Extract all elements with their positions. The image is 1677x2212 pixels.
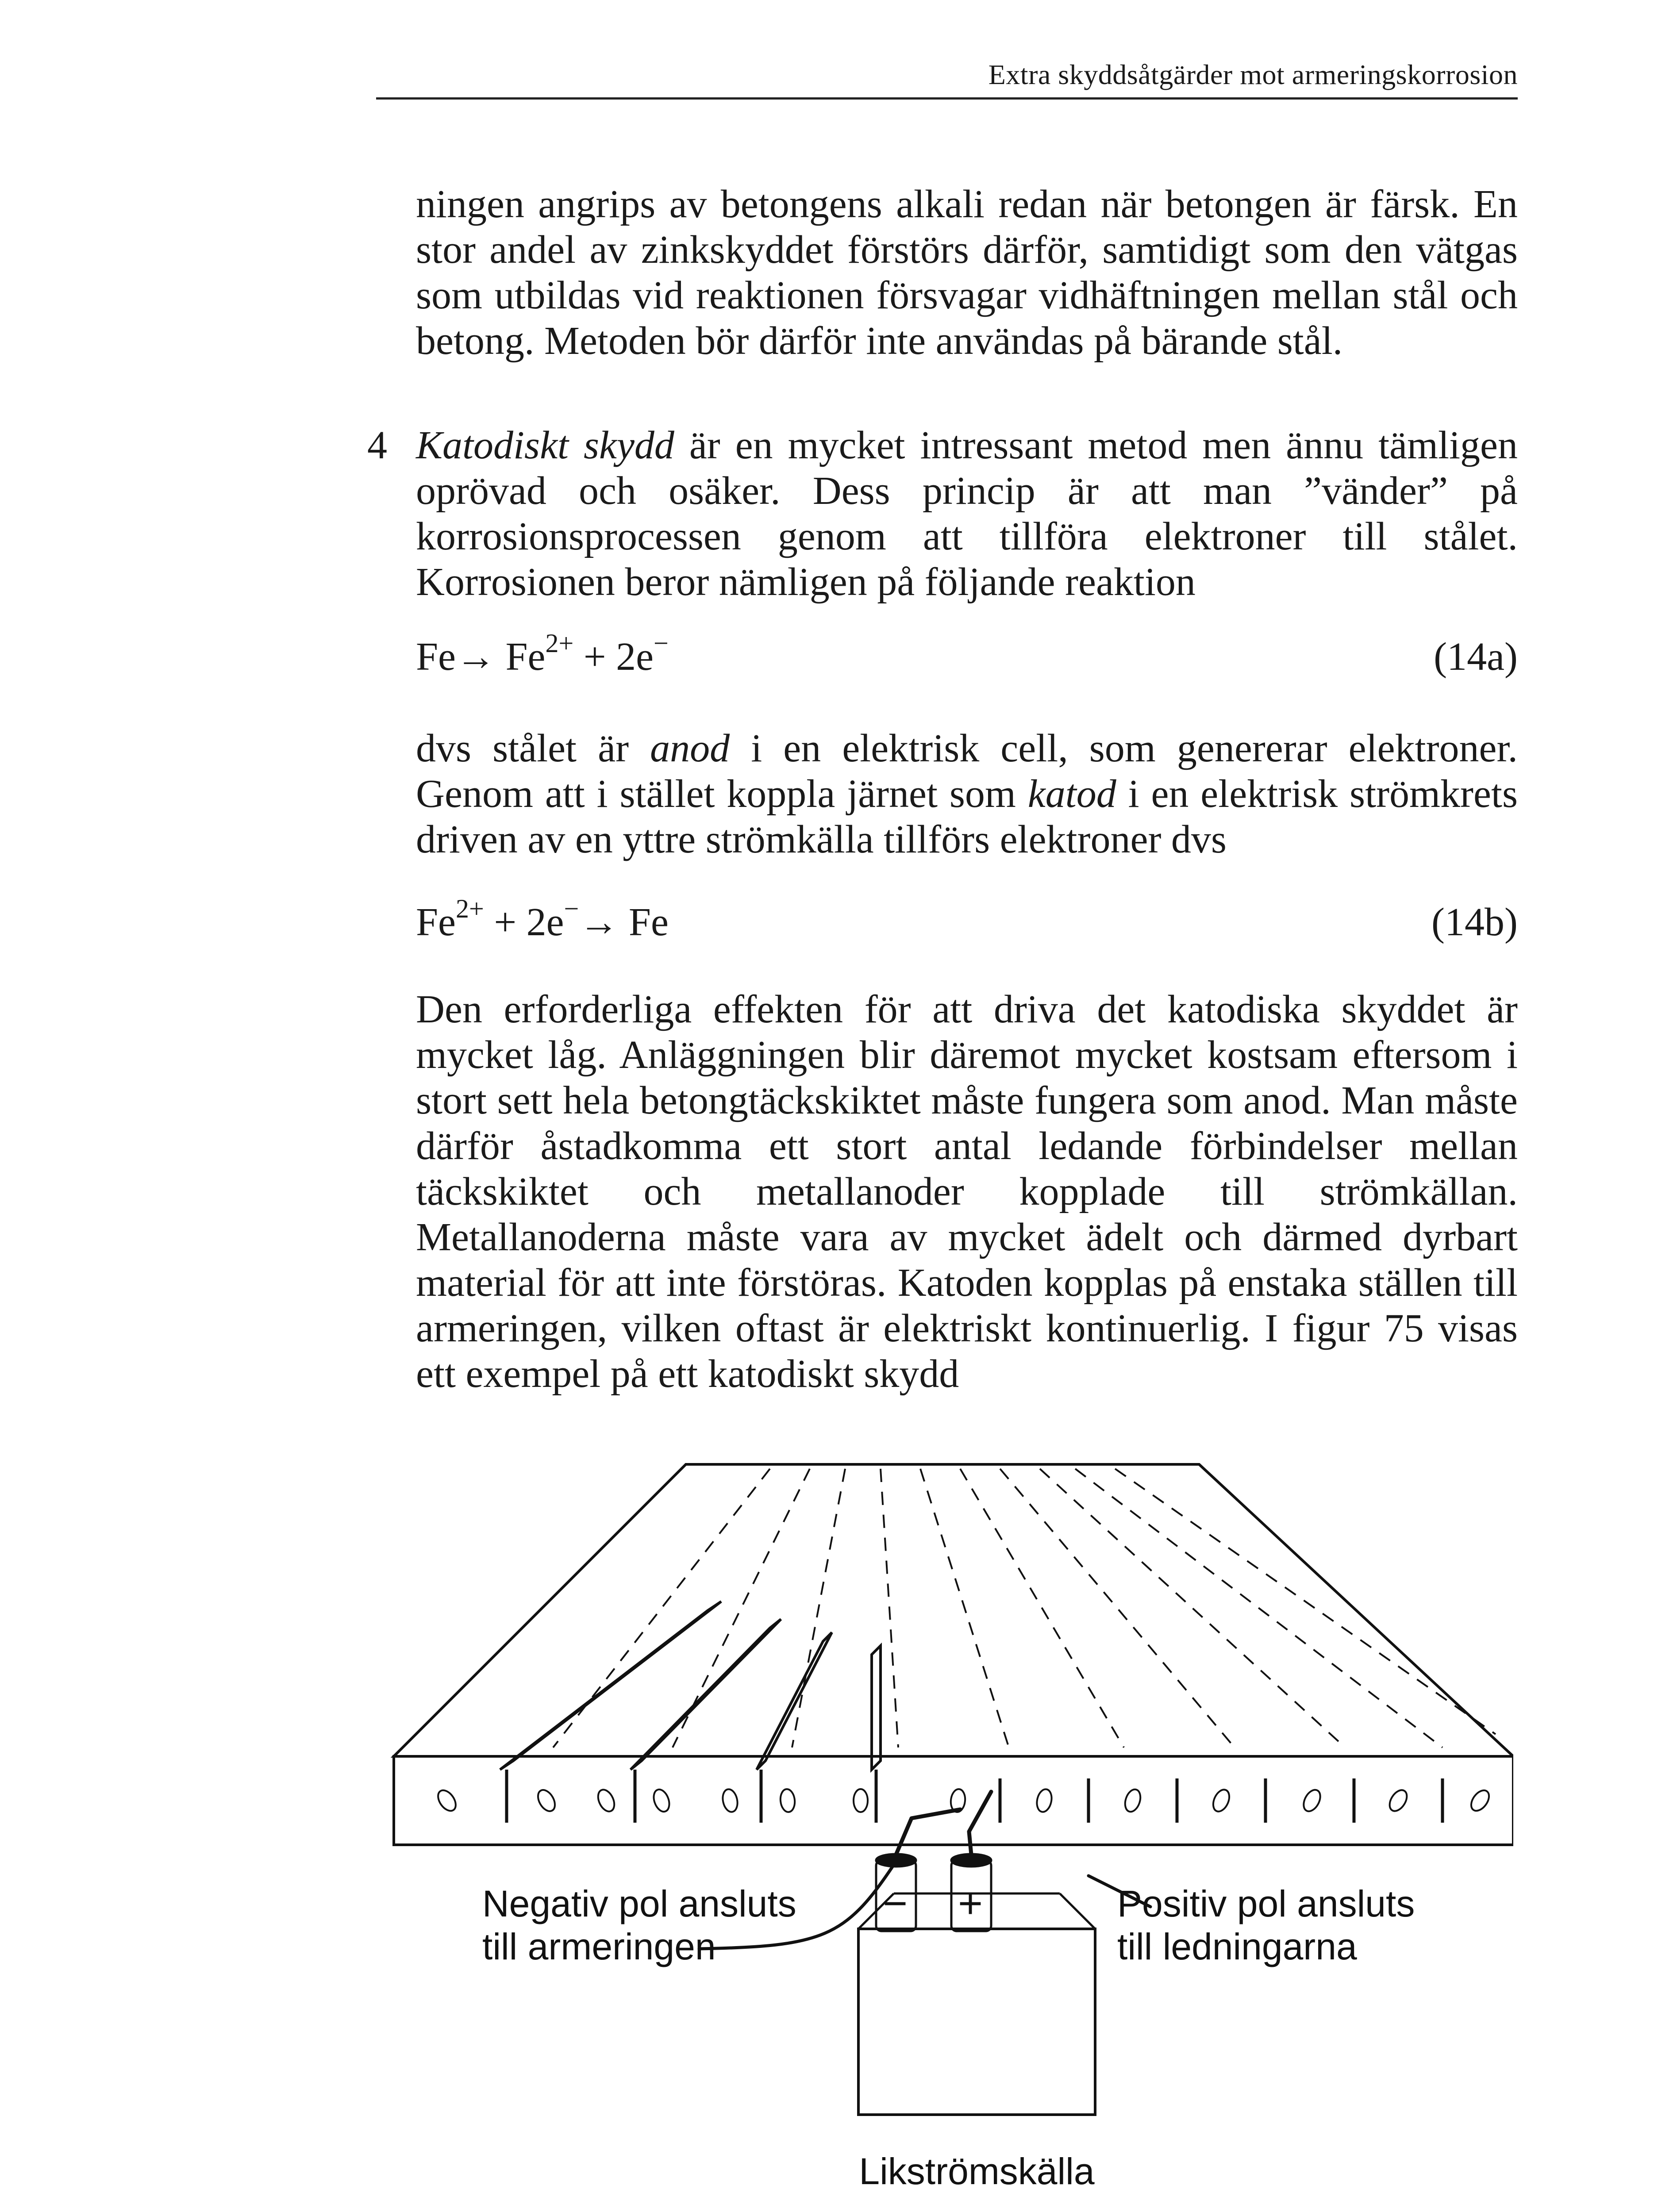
positive-pole-label-line1: Positiv pol ansluts <box>1117 1883 1415 1924</box>
negative-pole-label-line1: Negativ pol ansluts <box>482 1883 796 1924</box>
item4-text: är en mycket intressant metod men ännu tämligen oprövad och osäker. Dess princip är att man ”vänder” på korrosionsprocessen genom att tillföra elektroner till stålet. Korrosionen beror nämligen på följande reaktion <box>416 423 1518 604</box>
term-katodiskt-skydd: Katodiskt skydd <box>416 423 674 467</box>
anode-plates <box>507 1770 1442 1823</box>
anode-slots <box>500 1601 881 1770</box>
plus-sign: + <box>958 1880 983 1927</box>
paragraph-zinc: ningen angrips av betongens alkali redan när betongen är färsk. En stor andel av zinkskyddet förstörs därför, samtidigt som den vätgas som utbildas vid reaktionen försvagar vidhäftningen mellan stål och betong. Metoden bör därför inte användas på bärande stål. <box>416 182 1518 363</box>
list-number-4: 4 <box>367 423 387 467</box>
term-katod: katod <box>1027 772 1116 816</box>
equation-14b: $Fe^{2+} + 2e^-\to Fe$ (14b) <box>416 898 1518 947</box>
power-source-label: Likströmskälla <box>859 2151 1095 2192</box>
figure-75 <box>381 1451 1513 2212</box>
equation-14a: $Fe\to Fe^{2+} + 2e^-$ (14a) <box>416 633 1518 681</box>
running-header: Extra skyddsåtgärder mot armeringskorrosion <box>988 59 1518 90</box>
paragraph-cost: Den erforderliga effekten för att driva det katodiska skyddet är mycket låg. Anläggningen blir däremot mycket kostsam eftersom i stort sett hela betongtäckskiktet måste fungera som anod. Man måste därför åstadkomma ett stort antal ledande förbindelser mellan täckskiktet och metallanoder kopplade till strömkällan. Metallanoderna måste vara av mycket ädelt och därmed dyrbart material för att inte förstöras. Katoden kopplas på enstaka ställen till armeringen, vilken oftast är elektriskt kontinuerlig. I figur 75 visas ett exempel på ett katodiskt skydd <box>416 987 1518 1396</box>
paragraph-anode-cathode: dvs stålet är anod i en elektrisk cell, som genererar elektroner. Genom att i stället koppla järnet som katod i en elektrisk strömkrets driven av en yttre strömkälla tillförs elektroner dvs <box>416 726 1518 861</box>
equation-number-14a: (14a) <box>1434 635 1518 679</box>
negative-pole-label-line2: till armeringen <box>482 1926 716 1967</box>
term-anod: anod <box>650 726 730 770</box>
concrete-slab-front <box>394 1756 1513 1845</box>
rebar-sections <box>435 1787 1492 1814</box>
equation-number-14b: (14b) <box>1431 900 1518 944</box>
positive-pole-label-line2: till ledningarna <box>1117 1926 1357 1967</box>
concrete-slab-top <box>394 1464 1513 1756</box>
paragraph-cathodic-protection <box>416 422 1518 605</box>
cathodic-protection-diagram <box>381 1451 1513 2212</box>
header-rule <box>376 97 1518 100</box>
power-source-box <box>858 1929 1095 2115</box>
minus-sign: − <box>883 1880 908 1927</box>
